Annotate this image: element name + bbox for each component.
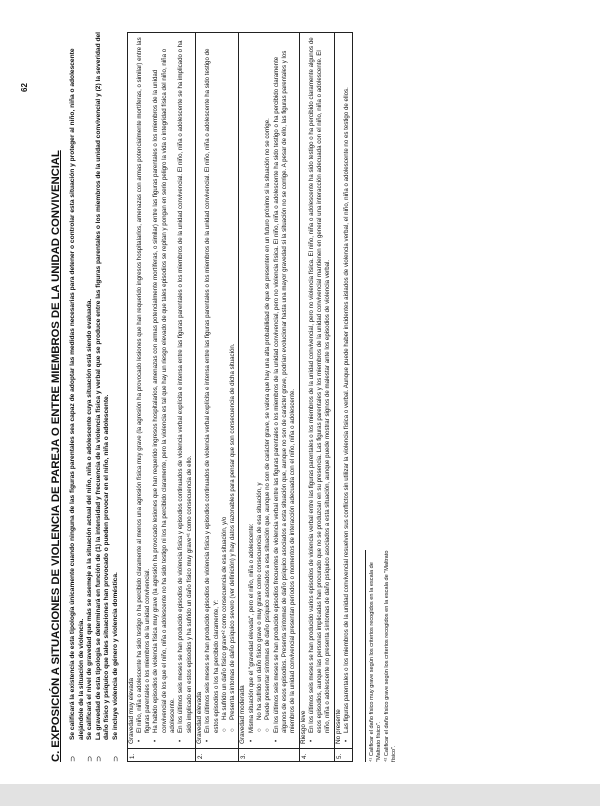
sub-criterion-item	[256, 37, 264, 744]
criterion-text: En los últimos seis meses se han producido varios episodios de violencia verbal entre las figuras parentales o los miembros de la unidad convivencial, pero no violencia física. El niño, niña o adolescente ha sido testigo o ha percibido claramente algunos de esos episodios, aunque las personas implicadas han procurado que no se produzcan en su presencia. Las figuras parentales y los miembros de la unidad convivencial mantienen en general una interacción adecuada con el niño, niña o adolescente. El niño, niña o adolescente no presenta síntomas de daño psíquico asociados a esta situación, aunque puede mostrar signos de malestar ante los episodios de violencia verbal.	[307, 37, 332, 733]
level-title: Riesgo leve	[299, 710, 307, 744]
level-content	[239, 33, 298, 748]
arrow-icon: ⊃	[110, 755, 120, 762]
level-content	[128, 33, 195, 748]
level-number: 2.	[196, 748, 238, 761]
level-content	[335, 33, 353, 748]
sub-criterion-text: Presenta síntomas de daño psíquico severo (ver definición) y hay datos razonables para pensar que son consecuencia de dicha situación.	[229, 343, 237, 720]
sub-criterion-item	[229, 37, 237, 744]
criterion-item	[273, 37, 298, 744]
sub-criterion-text: Puede presentar síntomas de daño psíquico asociados a esa situación que, aunque no son de carácter grave, se valora que hay una alta probabilidad de que se presenten en un futuro próximo si la situación no se corrige.	[264, 118, 272, 720]
page-number: 62	[20, 83, 29, 92]
severity-levels-table	[127, 32, 354, 762]
circle-bullet-icon: ○	[220, 728, 228, 732]
criterion-item	[136, 37, 153, 744]
criterion-text: En los últimos seis meses se han producido episodios frecuentes de violencia verbal entre las figuras parentales o los miembros de la unidad convivencial, pero no violencia física. El niño, niña o adolescente ha sido testigo o ha percibido claramente algunos de esos episodios. Presenta síntomas de daño psíquico asociados a esta situación que, aunque no son de carácter grave, podrían evolucionar hasta una mayor gravedad si la situación no se corrige. A pesar de ello, las figuras parentales y los miembros de la unidad convivencial presentan períodos o momentos de interacción adecuada con el niño, niña o adolescente.	[272, 50, 297, 733]
rule-item	[69, 30, 86, 762]
criterion-text: Las figuras parentales o los miembros de la unidad convivencial resuelven sus conflictos sin utilizar la violencia física o verbal. Aunque puede haber incidentes aislados de violencia verbal, el niño, niña o adolescente no es testigo de ellos.	[342, 87, 350, 733]
criterion-item	[152, 37, 177, 744]
bullet-icon: •	[272, 739, 280, 742]
level-title: Gravedad moderada	[239, 685, 247, 744]
circle-bullet-icon: ○	[256, 728, 264, 732]
level-content	[300, 33, 334, 748]
sub-criterion-text: Ha sufrido un daño físico grave⁴² como consecuencia de esa situación, y/o	[220, 516, 228, 720]
bullet-icon: •	[247, 739, 255, 742]
level-title: Gravedad muy elevada	[127, 677, 135, 744]
bullet-icon: •	[135, 739, 143, 742]
severity-level-row	[238, 33, 298, 761]
rule-text: La gravedad de esta tipología se determinará en función de (1) la intensidad y frecuencia de la violencia física y verbal que se produce entre las figuras parentales o los miembros de la unidad convivencial y (2) la severidad del daño físico y psíquico que tales situaciones han provocado o pueden provocar en el niño, niña o adolescente.	[94, 32, 111, 740]
level-number: 5.	[335, 748, 353, 761]
severity-level-row	[195, 33, 238, 761]
criterion-item	[248, 37, 256, 744]
section-title: C. EXPOSICIÓN A SITUACIONES DE VIOLENCIA DE PAREJA O ENTRE MIEMBROS DE LA UNIDAD CONVIVENCIAL	[50, 150, 62, 762]
criterion-text: Ha habido episodios de violencia física muy grave (la agresión ha provocado lesiones que han requerido ingresos hospitalarios, amenazas con armas potencialmente mortíferas, o similar) entre las figuras parentales o los miembros de la unidad convivencial de los que el niño, niña o adolescente no ha sido testigo ni los ha percibido claramente, pero la violencia es tal que hay un riesgo elevado de que tales episodios se repitan y pongan en serio peligro la vida o integridad física del niño, niña o adolescente.	[152, 48, 177, 733]
sub-criterion-text: No ha sufrido un daño físico grave o muy grave como consecuencia de esa situación, y	[256, 482, 264, 720]
criterion-item	[343, 37, 351, 744]
severity-level-row	[299, 33, 334, 761]
level-content	[196, 33, 238, 748]
circle-bullet-icon: ○	[264, 728, 272, 732]
rule-text: Se incluye violencia de género y violencia doméstica.	[111, 572, 119, 740]
level-title: Gravedad elevada	[195, 691, 203, 744]
footnotes	[365, 550, 398, 762]
arrow-icon: ⊃	[85, 755, 95, 762]
rule-item	[112, 30, 121, 762]
rule-text: Se calificará la existencia de esta tipología únicamente cuando ninguna de las figuras parentales sea capaz de adoptar las medidas necesarias para detener o controlar esta situación y proteger al niño, niña o adolescente alejándole de la situación de violencia.	[69, 48, 85, 740]
rule-item	[86, 30, 95, 762]
document-body	[50, 30, 398, 762]
footnote: ⁴¹ Calificar el daño físico muy grave según los criterios recogidos en la escala de "Maltrato físico".	[369, 562, 383, 762]
level-number: 3.	[239, 748, 298, 761]
bullet-icon: •	[152, 739, 160, 742]
viewer-bottom-bar	[0, 784, 600, 806]
level-number: 4.	[300, 748, 334, 761]
severity-level-row	[334, 33, 353, 761]
criterion-item	[308, 37, 333, 744]
sub-criterion-item	[221, 37, 229, 744]
criterion-text: Misma situación que el "gravedad elevada", pero el niño, niña o adolescente:	[247, 523, 255, 733]
severity-level-row	[128, 33, 195, 761]
criterion-text: En los últimos seis meses se han producido episodios de violencia física y episodios continuados de violencia verbal explícita e intensa entre las figuras parentales o los miembros de la unidad convivencial. El niño, niña o adolescente ha sido testigo de estos episodios o los ha percibido claramente, Y:	[204, 48, 220, 733]
circle-bullet-icon: ○	[229, 728, 237, 732]
arrow-icon: ⊃	[68, 755, 77, 762]
rule-text: Se calificará el nivel de gravedad que más se asemeje a la situación actual del niño, niña o adolescente cuya situación está siendo evaluada.	[86, 298, 94, 740]
criterion-item	[204, 37, 221, 744]
arrow-icon: ⊃	[93, 755, 103, 762]
rating-rules	[69, 30, 121, 762]
bullet-icon: •	[177, 739, 185, 742]
bullet-icon: •	[342, 739, 350, 742]
bullet-icon: •	[307, 739, 315, 742]
criterion-item	[177, 37, 194, 744]
rule-item	[95, 30, 112, 762]
criterion-text: El niño, niña o adolescente ha sido testigo o ha percibido claramente al menos una agresión física muy grave (la agresión ha provocado lesiones que han requerido ingresos hospitalarios, amenazas con armas potencialmente mortíferas, o similar) entre las figuras parentales o los miembros de la unidad convivencial.	[135, 37, 152, 733]
bullet-icon: •	[204, 739, 212, 742]
sub-criterion-item	[264, 37, 272, 744]
level-title: No presente	[334, 709, 342, 744]
footnote: ⁴² Calificar el daño físico grave según los criterios recogidos en la escala de "Maltrato físico".	[383, 550, 397, 762]
level-number: 1.	[128, 748, 195, 761]
criterion-text: En los últimos seis meses se han producido episodios de violencia física y episodios continuados de violencia verbal explícita e intensa entre las figuras parentales o los miembros de la unidad convivencial. El niño, niña o adolescente se ha implicado o ha sido implicado en estos episodios y ha sufrido un daño físico muy grave⁴¹ como consecuencia de ello.	[177, 40, 193, 733]
